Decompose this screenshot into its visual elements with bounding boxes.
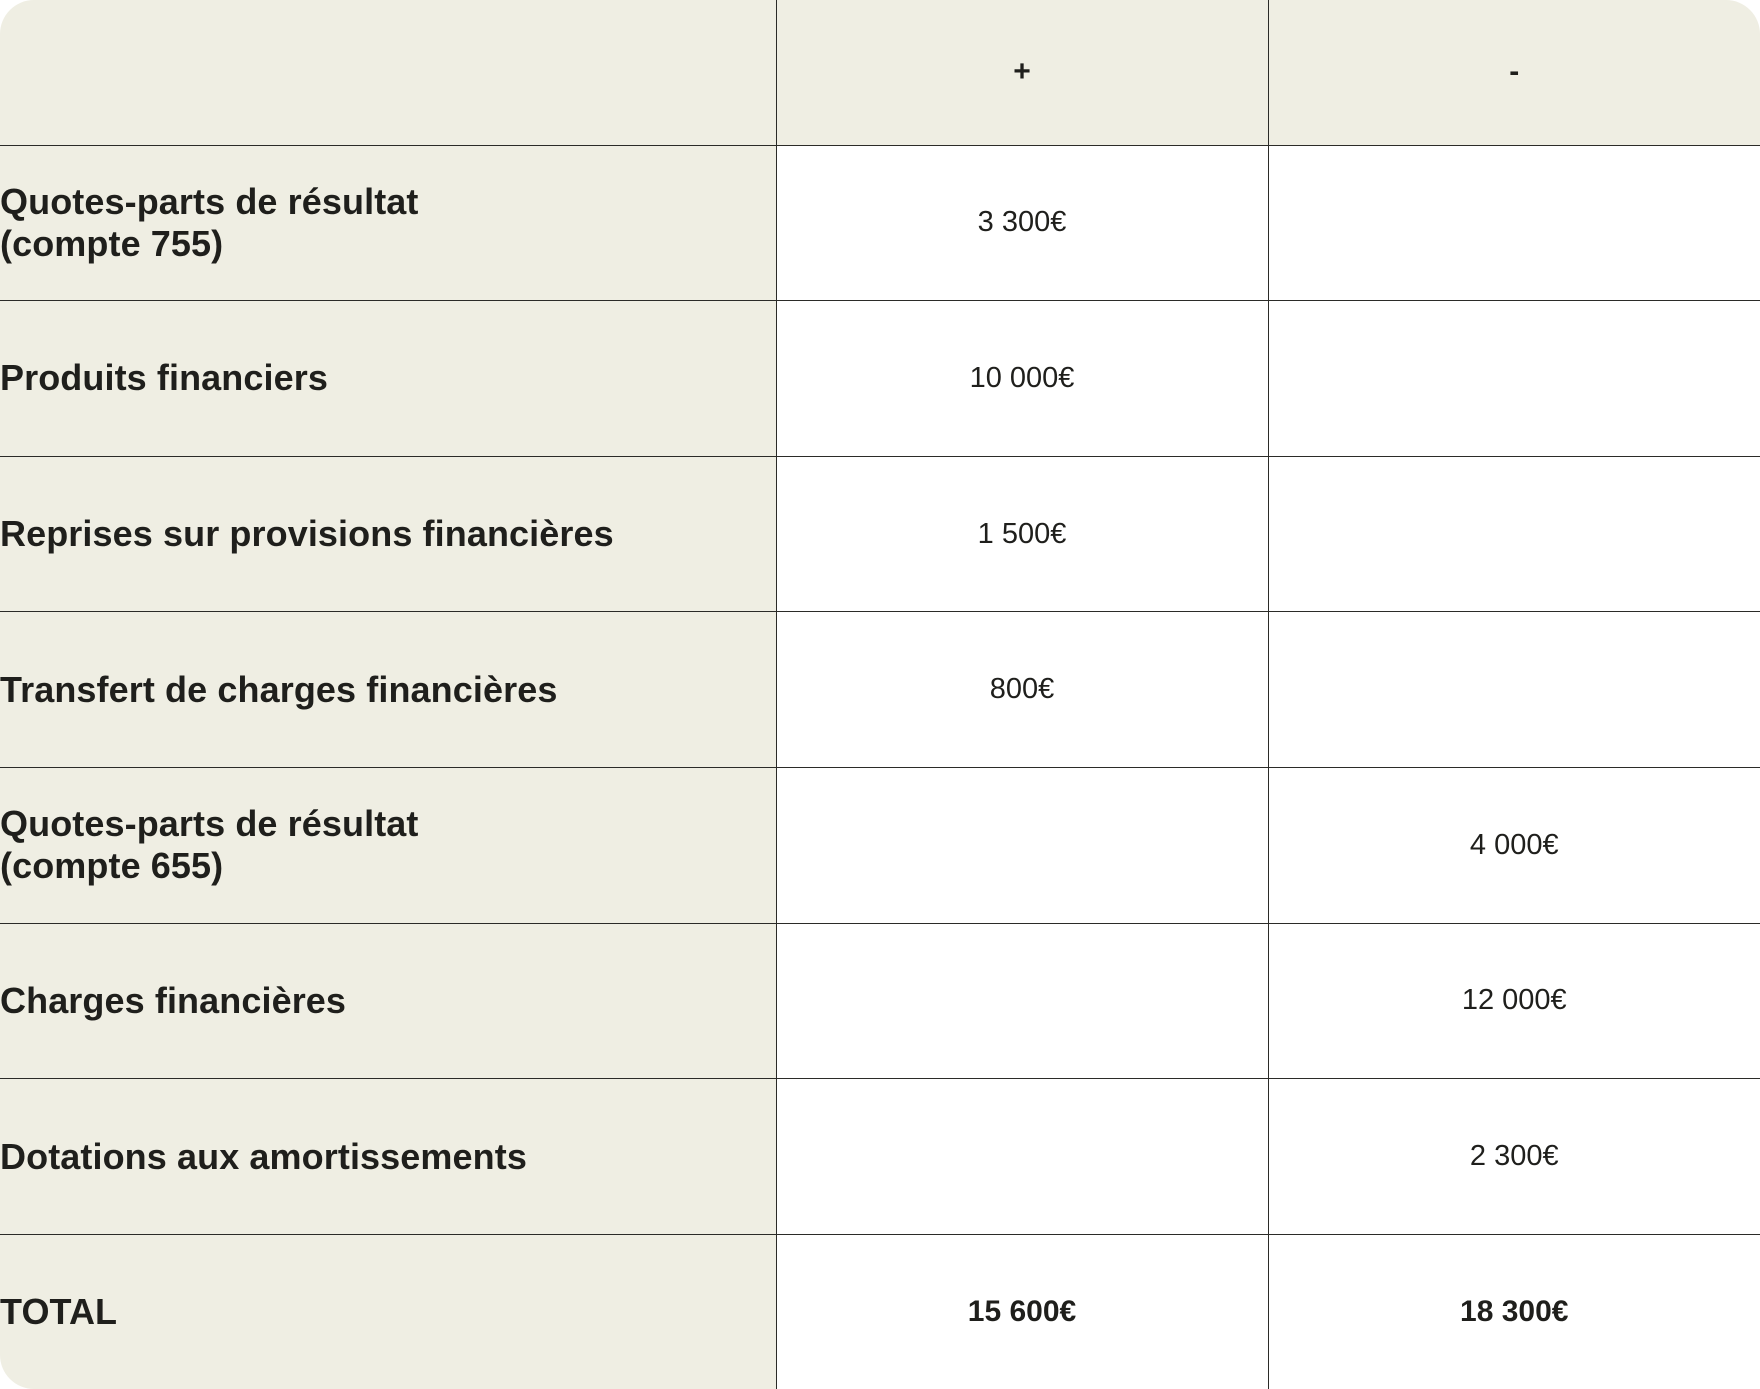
table-header-row [0, 0, 1760, 145]
row-plus-value: 10 000€ [776, 301, 1268, 457]
row-minus-value [1268, 301, 1760, 457]
total-plus-value: 15 600€ [776, 1234, 1268, 1389]
total-label: TOTAL [0, 1234, 776, 1389]
row-minus-value [1268, 145, 1760, 301]
header-minus: - [1268, 0, 1760, 145]
row-label: Charges financières [0, 923, 776, 1079]
table-row [0, 145, 1760, 301]
row-plus-value: 3 300€ [776, 145, 1268, 301]
total-row [0, 1234, 1760, 1389]
header-corner-cell [0, 0, 776, 145]
table-row [0, 301, 1760, 457]
row-label: Dotations aux amortissements [0, 1079, 776, 1235]
row-minus-value: 4 000€ [1268, 768, 1760, 924]
row-minus-value: 12 000€ [1268, 923, 1760, 1079]
row-label: Quotes-parts de résultat (compte 755) [0, 145, 776, 301]
header-plus: + [776, 0, 1268, 145]
table-row [0, 768, 1760, 924]
row-plus-value: 1 500€ [776, 456, 1268, 612]
row-label: Reprises sur provisions financières [0, 456, 776, 612]
row-plus-value: 800€ [776, 612, 1268, 768]
row-label: Produits financiers [0, 301, 776, 457]
row-plus-value [776, 1079, 1268, 1235]
total-minus-value: 18 300€ [1268, 1234, 1760, 1389]
row-label: Transfert de charges financières [0, 612, 776, 768]
row-minus-value [1268, 456, 1760, 612]
table-row [0, 1079, 1760, 1235]
row-minus-value [1268, 612, 1760, 768]
table-row [0, 456, 1760, 612]
table-row [0, 923, 1760, 1079]
row-plus-value [776, 923, 1268, 1079]
table-row [0, 612, 1760, 768]
row-label: Quotes-parts de résultat (compte 655) [0, 768, 776, 924]
row-plus-value [776, 768, 1268, 924]
row-minus-value: 2 300€ [1268, 1079, 1760, 1235]
